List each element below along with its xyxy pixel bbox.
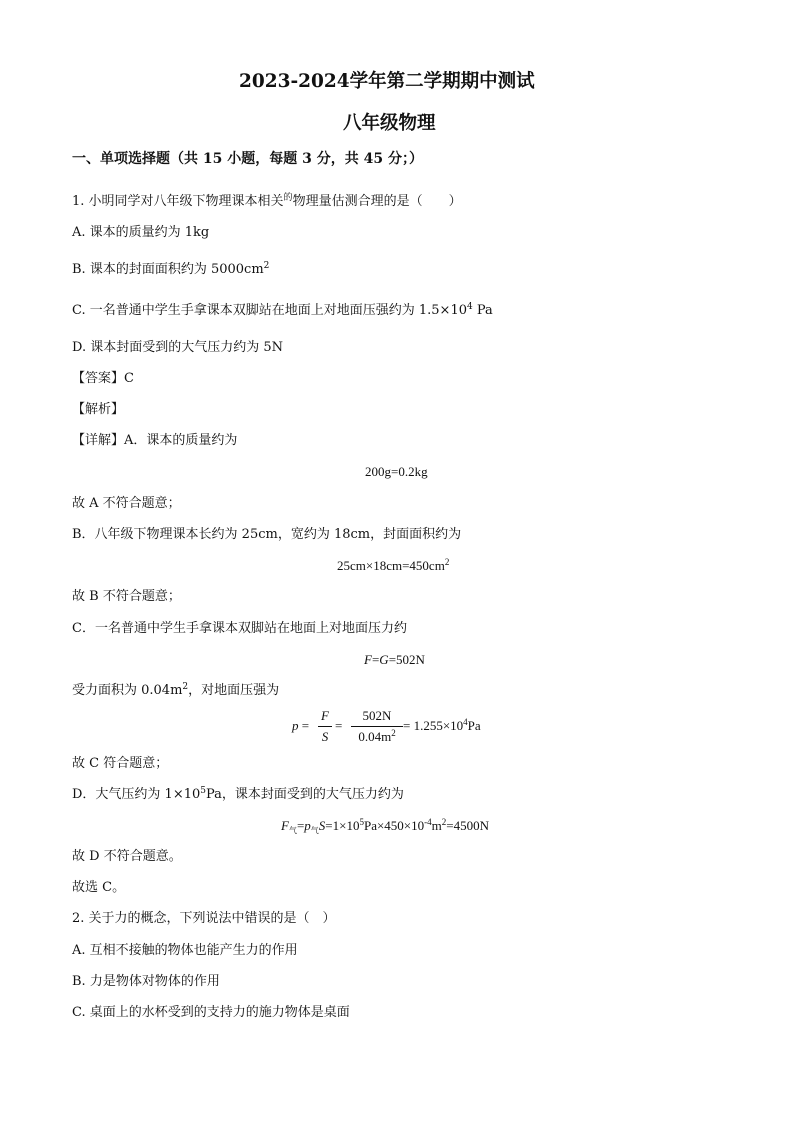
fraction-f-over-s: F S <box>318 708 332 745</box>
page-title: 2023-2024学年第二学期期中测试 <box>239 71 535 92</box>
page-subtitle: 八年级物理 <box>343 113 436 134</box>
conclusion-c: 故 C 符合题意； <box>72 756 169 771</box>
detail-d-line: D．大气压约为 $1\times 10^5Pa$，课本封面受到的大气压力约为 <box>72 786 404 802</box>
question-1-option-c: C. 一名普通中学生手拿课本双脚站在地面上对地面压强约为 $1.5\times 10^4$ Pa <box>72 302 493 318</box>
question-1-option-b: B. 课本的封面面积约为 $5000cm^2$ <box>72 261 270 277</box>
question-1-option-a: A. 课本的质量约为 1kg <box>72 225 210 240</box>
fraction-numeric: 502N $0.04m^2$ <box>351 708 403 745</box>
question-2-option-c: C. 桌面上的水杯受到的支持力的施力物体是桌面 <box>72 1005 350 1020</box>
conclusion-d: 故 D 不符合题意。 <box>72 849 182 864</box>
question-2-option-a: A. 互相不接触的物体也能产生力的作用 <box>72 943 298 958</box>
question-1-stem: 1. 小明同学对八年级下物理课本相关$^的$物理量估测合理的是（ ） <box>72 193 462 209</box>
conclusion-a: 故 A 不符合题意； <box>72 496 181 511</box>
equals-sign: = <box>335 718 343 733</box>
question-2-stem: 2. 关于力的概念，下列说法中错误的是（ ） <box>72 911 336 926</box>
equation-a: 200g=0.2kg <box>365 464 428 479</box>
conclusion-b: 故 B 不符合题意； <box>72 589 181 604</box>
equation-c: F=G=502N <box>364 652 425 667</box>
final-choice: 故选 C。 <box>72 880 126 895</box>
analysis-label: 【解析】 <box>72 402 125 417</box>
pressure-result: = $1.255\times 10^4Pa$ <box>403 717 481 733</box>
equation-b: $25cm\times 18cm=450cm^2$ <box>337 557 450 573</box>
stem-garbled-glyph: 的 <box>283 193 293 203</box>
area-c-line: 受力面积为 $0.04m^2$，对地面压强为 <box>72 682 280 698</box>
detail-a-line: 【详解】A．课本的质量约为 <box>72 433 238 448</box>
answer-label: 【答案】C <box>72 371 134 386</box>
detail-b-line: B．八年级下物理课本长约为 25cm，宽约为 18cm，封面面积约为 <box>72 527 462 542</box>
section-heading: 一、单项选择题（共 15 小题，每题 3 分，共 45 分；） <box>72 151 423 167</box>
pressure-symbol: p = <box>292 718 310 733</box>
equation-d: $F_气=p_气S=1\times 10^5Pa\times 450\times 10^{-4}m^2=4500N$ <box>281 817 489 835</box>
detail-c-line: C．一名普通中学生手拿课本双脚站在地面上对地面压力约 <box>72 621 407 636</box>
question-1-option-d: D. 课本封面受到的大气压力约为 5N <box>72 340 284 355</box>
question-2-option-b: B. 力是物体对物体的作用 <box>72 974 220 989</box>
